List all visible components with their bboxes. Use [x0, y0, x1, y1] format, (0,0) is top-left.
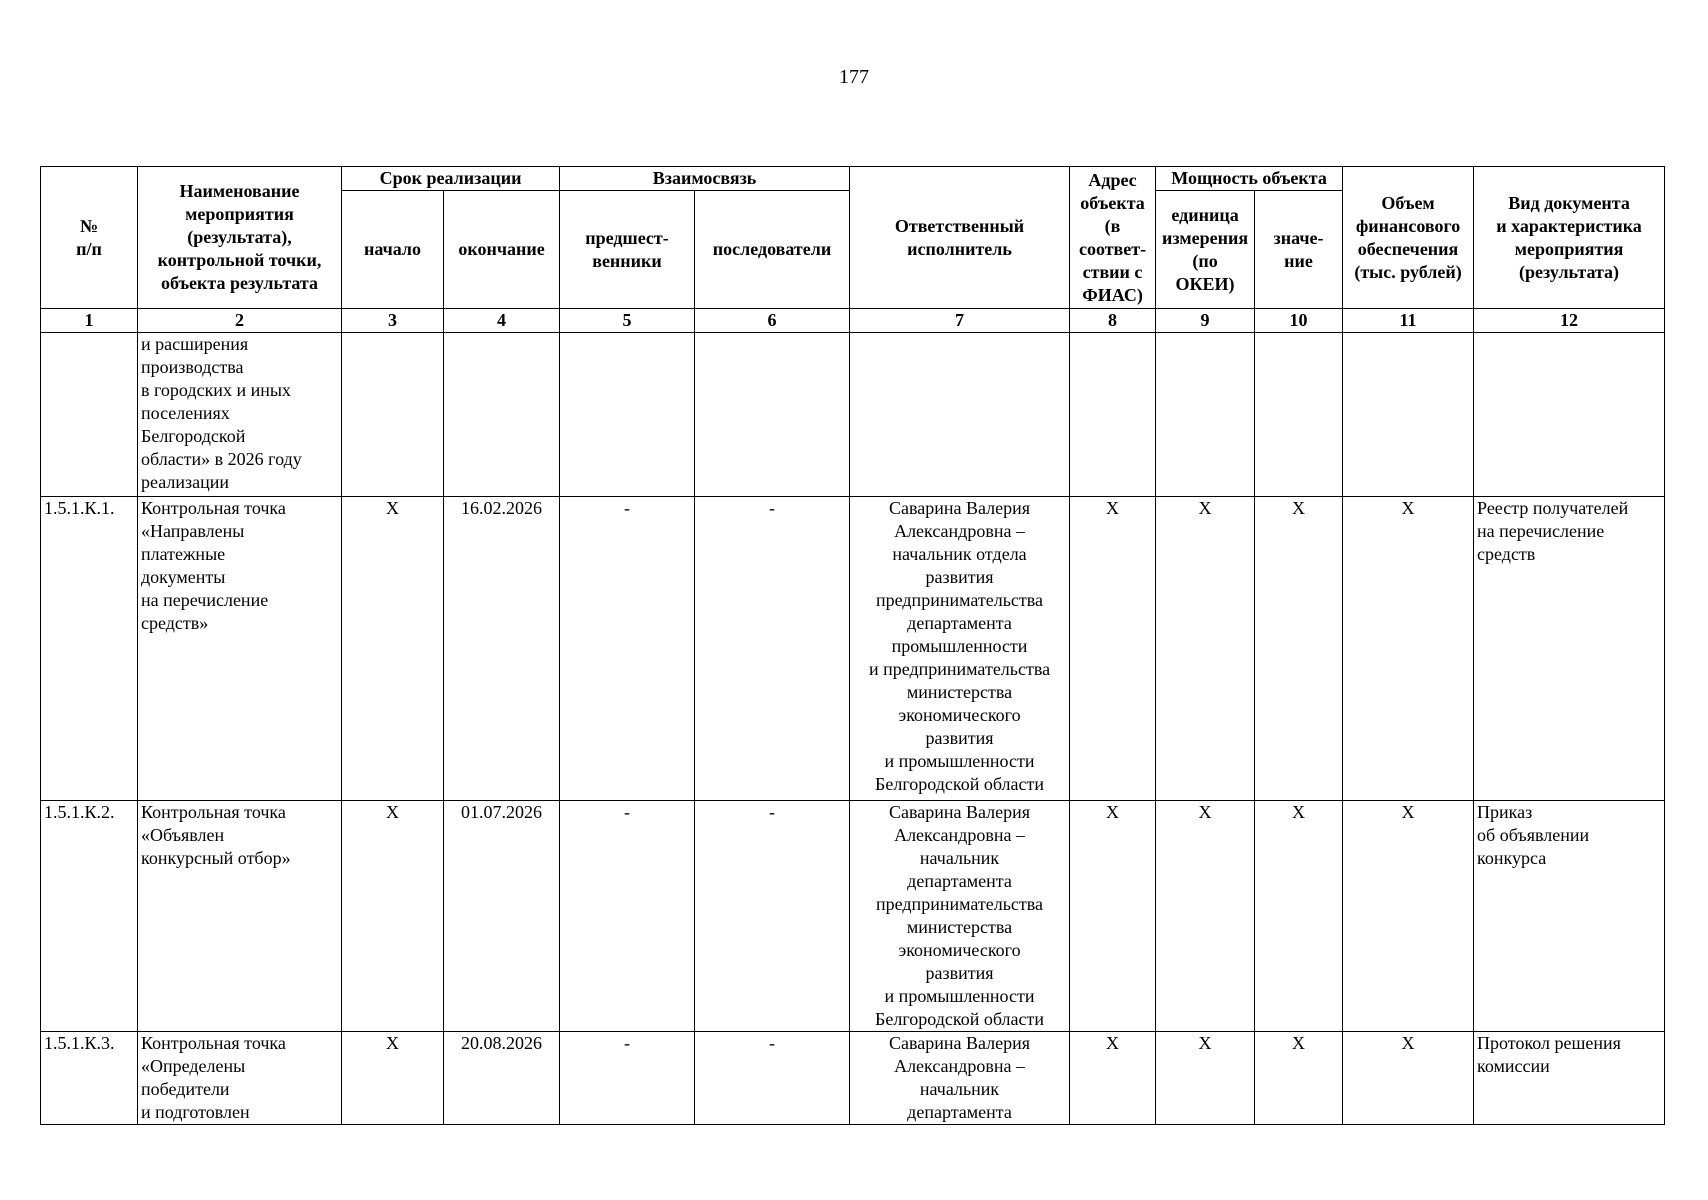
row-unit: X [1156, 801, 1255, 1032]
column-number: 3 [342, 309, 444, 333]
row-responsible [850, 333, 1070, 497]
row-value: X [1255, 497, 1343, 801]
table-row [41, 801, 1665, 1032]
table-header [41, 167, 1665, 333]
header-predecessors: предшест- венники [560, 191, 695, 309]
row-number: 1.5.1.К.3. [41, 1032, 138, 1125]
row-predecessors [560, 333, 695, 497]
row-responsible: Саварина Валерия Александровна – начальник департамента предпринимательства министерства экономического развития и промышленности Белгородской области [850, 801, 1070, 1032]
row-name: Контрольная точка «Объявлен конкурсный отбор» [138, 801, 342, 1032]
row-doc: Реестр получателей на перечисление средств [1474, 497, 1665, 801]
column-number: 4 [444, 309, 560, 333]
column-number: 2 [138, 309, 342, 333]
row-name: и расширения производства в городских и иных поселениях Белгородской области» в 2026 году реализации [138, 333, 342, 497]
row-start: X [342, 1032, 444, 1125]
row-end [444, 333, 560, 497]
column-number: 10 [1255, 309, 1343, 333]
column-number: 6 [695, 309, 850, 333]
column-number: 1 [41, 309, 138, 333]
row-finance: X [1343, 1032, 1474, 1125]
row-responsible: Саварина Валерия Александровна – начальник департамента [850, 1032, 1070, 1125]
header-unit: единица измерения (по ОКЕИ) [1156, 191, 1255, 309]
column-number: 11 [1343, 309, 1474, 333]
row-address [1070, 333, 1156, 497]
header-doc: Вид документа и характеристика мероприятия (результата) [1474, 167, 1665, 309]
column-number-row [41, 309, 1665, 333]
row-finance: X [1343, 801, 1474, 1032]
row-unit: X [1156, 497, 1255, 801]
header-address: Адрес объекта (в соответ- ствии с ФИАС) [1070, 167, 1156, 309]
row-address: X [1070, 497, 1156, 801]
column-number: 8 [1070, 309, 1156, 333]
column-number: 12 [1474, 309, 1665, 333]
row-predecessors: - [560, 1032, 695, 1125]
row-name: Контрольная точка «Определены победители и подготовлен [138, 1032, 342, 1125]
row-number: 1.5.1.К.1. [41, 497, 138, 801]
row-finance: X [1343, 497, 1474, 801]
row-start [342, 333, 444, 497]
row-end: 20.08.2026 [444, 1032, 560, 1125]
column-number: 7 [850, 309, 1070, 333]
row-predecessors: - [560, 497, 695, 801]
header-name: Наименование мероприятия (результата), контрольной точки, объекта результата [138, 167, 342, 309]
row-end: 01.07.2026 [444, 801, 560, 1032]
table-row [41, 333, 1665, 497]
row-successors: - [695, 801, 850, 1032]
column-number: 9 [1156, 309, 1255, 333]
table-body [41, 333, 1665, 1125]
header-power-group: Мощность объекта [1156, 167, 1343, 191]
row-number: 1.5.1.К.2. [41, 801, 138, 1032]
header-value: значе- ние [1255, 191, 1343, 309]
header-successors: последователи [695, 191, 850, 309]
row-successors: - [695, 497, 850, 801]
row-doc: Протокол решения комиссии [1474, 1032, 1665, 1125]
row-start: X [342, 497, 444, 801]
header-responsible: Ответственный исполнитель [850, 167, 1070, 309]
row-start: X [342, 801, 444, 1032]
row-finance [1343, 333, 1474, 497]
row-end: 16.02.2026 [444, 497, 560, 801]
table-row [41, 497, 1665, 801]
row-successors [695, 333, 850, 497]
header-end: окончание [444, 191, 560, 309]
row-address: X [1070, 801, 1156, 1032]
header-start: начало [342, 191, 444, 309]
row-value: X [1255, 801, 1343, 1032]
row-name: Контрольная точка «Направлены платежные документы на перечисление средств» [138, 497, 342, 801]
row-doc [1474, 333, 1665, 497]
row-doc: Приказ об объявлении конкурса [1474, 801, 1665, 1032]
header-finance: Объем финансового обеспечения (тыс. рублей) [1343, 167, 1474, 309]
row-unit: X [1156, 1032, 1255, 1125]
table-row [41, 1032, 1665, 1125]
row-value [1255, 333, 1343, 497]
page-number: 177 [839, 66, 869, 88]
header-num: № п/п [41, 167, 138, 309]
row-predecessors: - [560, 801, 695, 1032]
row-unit [1156, 333, 1255, 497]
activities-table [40, 166, 1665, 1125]
row-value: X [1255, 1032, 1343, 1125]
row-number [41, 333, 138, 497]
column-number: 5 [560, 309, 695, 333]
header-link-group: Взаимосвязь [560, 167, 850, 191]
row-address: X [1070, 1032, 1156, 1125]
row-responsible: Саварина Валерия Александровна – начальник отдела развития предпринимательства департамента промышленности и предпринимательства министерства экономического развития и промышленности Белгородской области [850, 497, 1070, 801]
row-successors: - [695, 1032, 850, 1125]
header-term-group: Срок реализации [342, 167, 560, 191]
